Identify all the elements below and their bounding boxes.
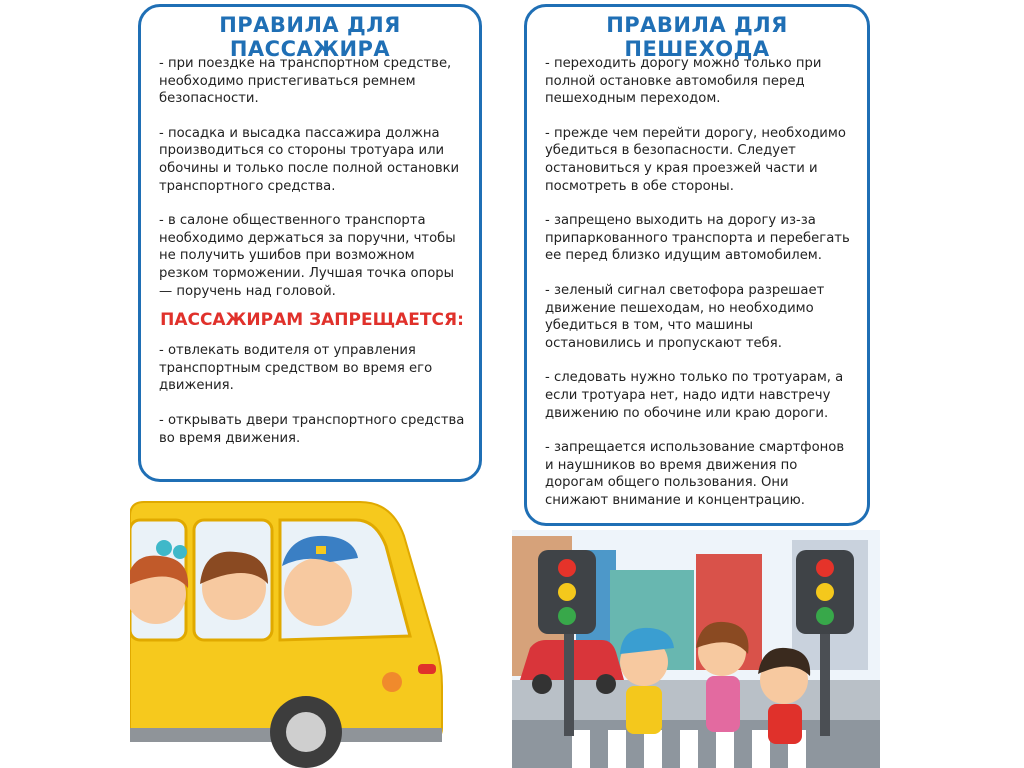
bus-illustration: [130, 496, 476, 768]
street-illustration: [512, 530, 880, 768]
pedestrian-rule: - переходить дорогу можно только при полной остановке автомобиля перед пешеходным переходом.: [545, 56, 822, 107]
passenger-forbidden-rule: - открывать двери транспортного средства во время движения.: [159, 412, 465, 446]
passenger-forbidden-title: ПАССАЖИРАМ ЗАПРЕЩАЕТСЯ:: [160, 310, 464, 331]
bus-drawing: [130, 496, 476, 768]
pedestrian-rule: - запрещено выходить на дорогу из-за припаркованного транспорта и перебегать ее перед близко идущим автомобилем.: [545, 213, 850, 264]
passenger-rule: - посадка и высадка пассажира должна производиться со стороны тротуара или обочины и только после полной остановки транспортного средства.: [159, 125, 460, 194]
pedestrian-rules-list: [545, 55, 853, 526]
pedestrian-rule: - зеленый сигнал светофора разрешает движение пешеходам, но необходимо убедиться в том, что машины остановились и пропускают тебя.: [545, 282, 825, 351]
pedestrian-rule: - прежде чем перейти дорогу, необходимо убедиться в безопасности. Следует остановиться у края проезжей части и посмотреть в обе стороны.: [545, 125, 846, 194]
passenger-rules-title: ПРАВИЛА ДЛЯ ПАССАЖИРА: [219, 13, 401, 61]
pedestrian-rule: - следовать нужно только по тротуарам, а если тротуара нет, надо идти навстречу движению по обочине или краю дороги.: [545, 370, 844, 421]
passenger-rules-card: [138, 4, 482, 482]
pedestrian-rules-card: [524, 4, 870, 526]
passenger-rules-list: [159, 55, 465, 464]
passenger-rule: - при поездке на транспортном средстве, необходимо пристегиваться ремнем безопасности.: [159, 56, 452, 107]
pedestrian-rules-title: ПРАВИЛА ДЛЯ ПЕШЕХОДА: [606, 13, 788, 61]
passenger-rule: - в салоне общественного транспорта необходимо держаться за поручни, чтобы не получить ушибов при возможном резком торможении. Лучшая точка опоры — поручень над головой.: [159, 213, 456, 299]
street-drawing: [512, 530, 880, 768]
driver: [284, 558, 352, 626]
pedestrian-rule: - запрещается использование смартфонов и наушников во время движения по дорогам общего пользования. Они снижают внимание и концентрацию.: [545, 440, 845, 508]
passenger-forbidden-rule: - отвлекать водителя от управления транспортным средством во время его движения.: [159, 343, 433, 394]
